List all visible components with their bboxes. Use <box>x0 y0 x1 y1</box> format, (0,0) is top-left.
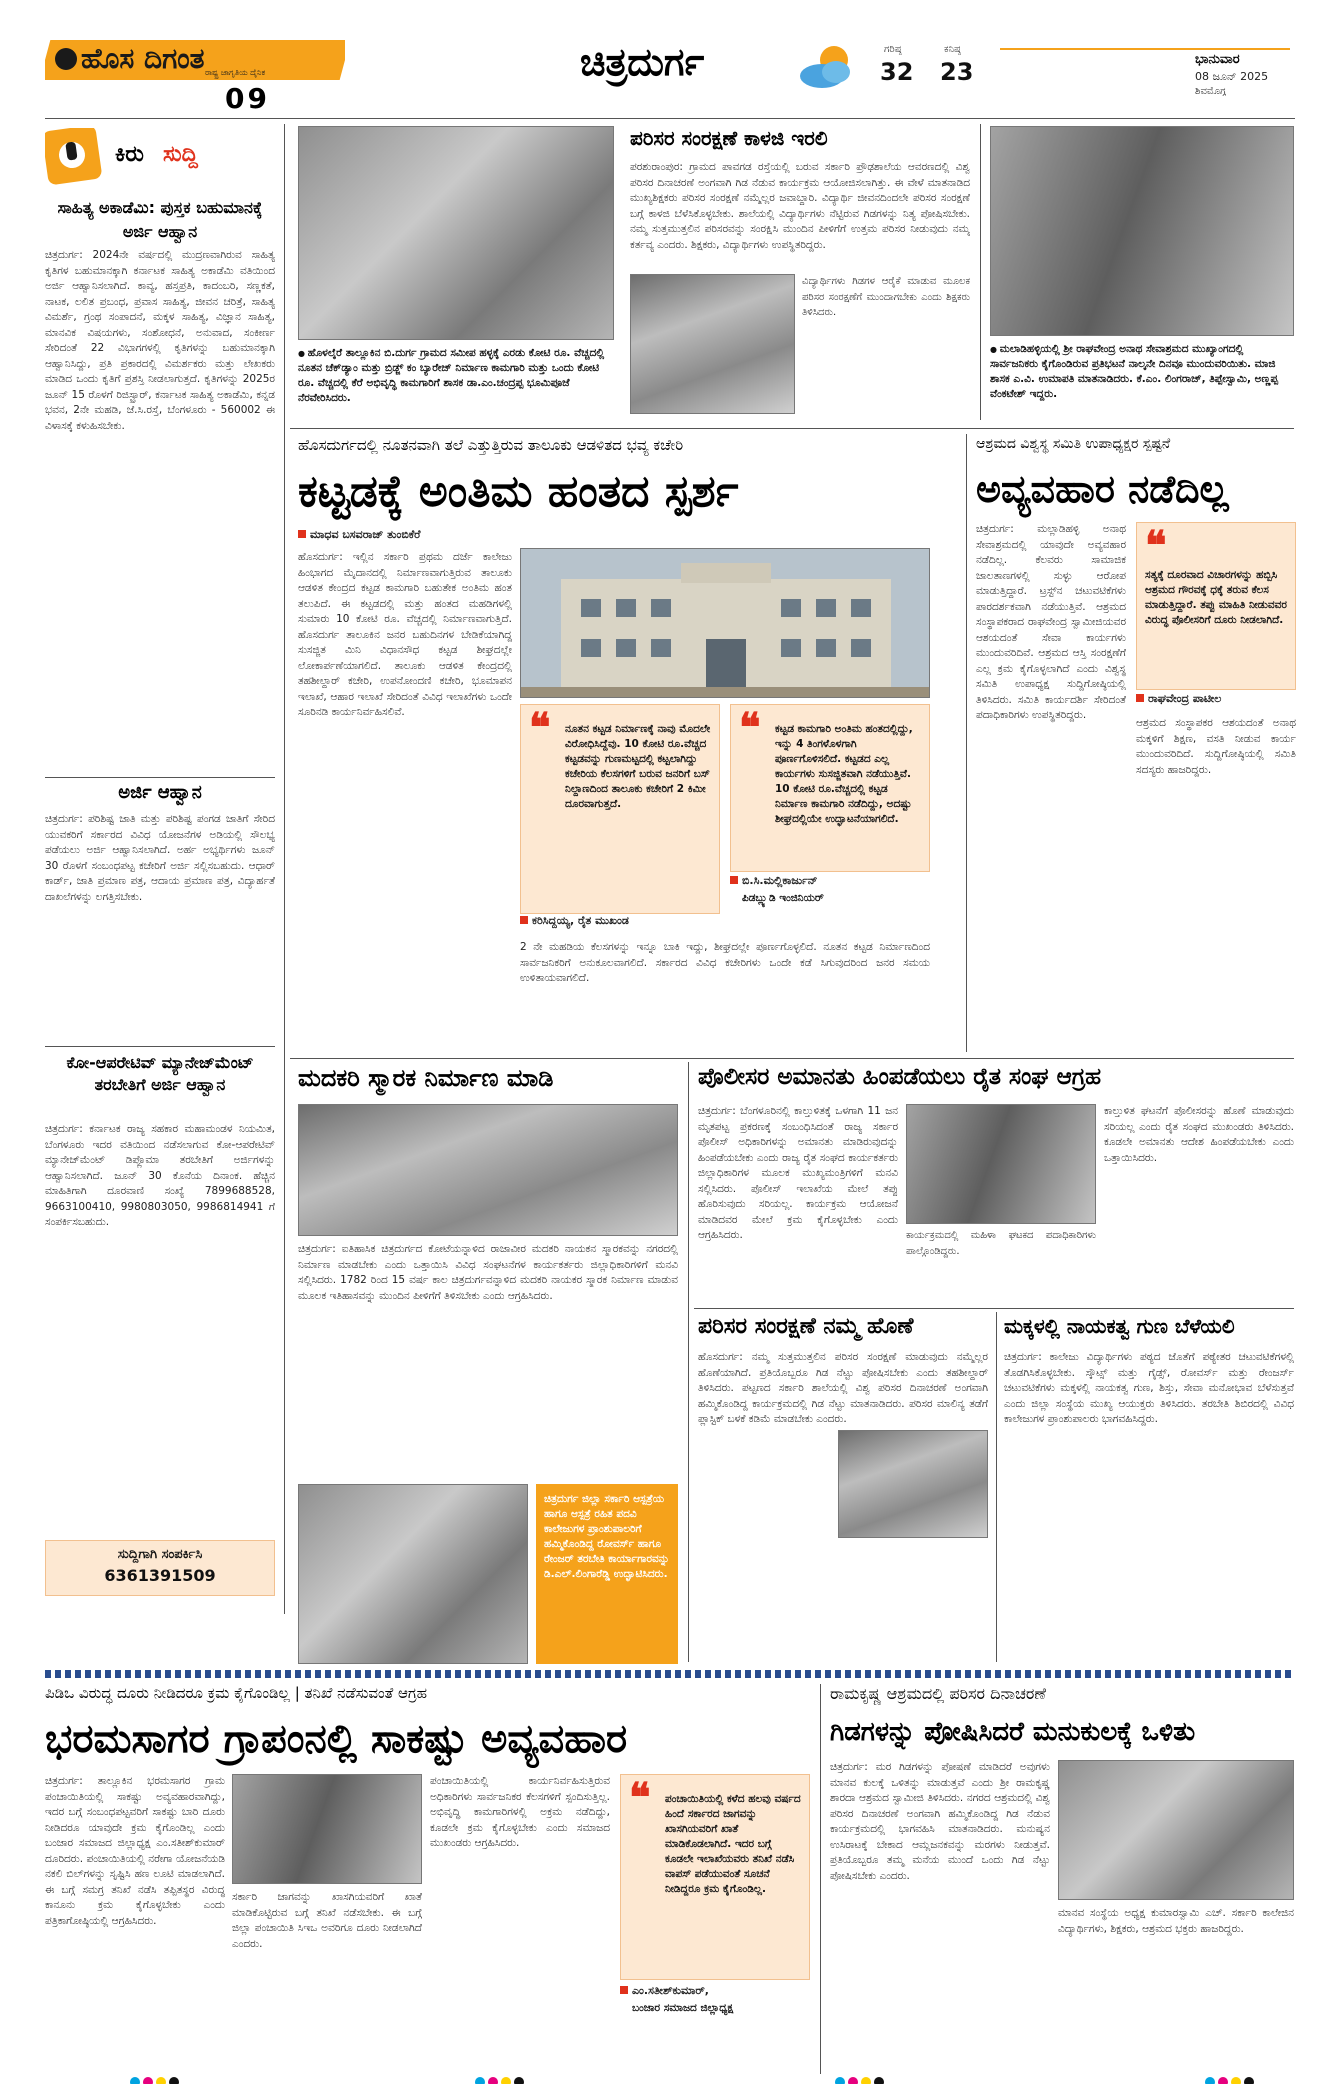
lead-byline <box>298 528 538 546</box>
lead-quote-2-role: ಪಿಡಬ್ಲ್ಯುಡಿ ಇಂಜಿನಿಯರ್ <box>742 892 824 904</box>
reg-dot-cyan <box>475 2077 485 2084</box>
lead-text-a: ಹೊಸದುರ್ಗ: ಇಲ್ಲಿನ ಸರ್ಕಾರಿ ಪ್ರಥಮ ದರ್ಜೆ ಕಾಲೇಜು ಹಿಂಭಾಗದ ಮೈದಾನದಲ್ಲಿ ನಿರ್ಮಾಣವಾಗುತ್ತಿರುವ ತಾಲೂಕು ಆಡಳಿತ ಕೇಂದ್ರದ ಕಟ್ಟಡ ಕಾಮಗಾರಿ ಬಹುತೇಕ ಅಂತಿಮ ಹಂತ ತಲುಪಿದೆ. ಈ ಕಟ್ಟಡದಲ್ಲಿ ಮತ್ತು ಹಂತದ ಮಹಡಿಗಳಲ್ಲಿ ಸುಮಾರು 10 ಕೋಟಿ ರೂ. ವೆಚ್ಚದಲ್ಲಿ ನಿರ್ಮಾಣವಾಗುತ್ತಿದೆ. ಹೊಸದುರ್ಗ ತಾಲೂಕಿನ ಜನರ ಬಹುದಿನಗಳ ಬೇಡಿಕೆಯಾಗಿದ್ದ ಸುಸಜ್ಜಿತ ಮಿನಿ ವಿಧಾನಸೌಧ ಕಟ್ಟಡ ಶೀಘ್ರದಲ್ಲೇ ಲೋಕಾರ್ಪಣೆಯಾಗಲಿದೆ. ತಾಲೂಕು ಆಡಳಿತ ಕೇಂದ್ರದಲ್ಲಿ ತಹಶೀಲ್ದಾರ್ ಕಚೇರಿ, ಉಪನೋಂದಣಿ ಕಚೇರಿ, ಭೂಮಾಪನ ಇಲಾಖೆ, ಆಹಾರ ಇಲಾಖೆ ಸೇರಿದಂತೆ ವಿವಿಧ ಇಲಾಖೆಗಳು ಒಂದೇ ಸೂರಿನಡಿ ಕಾರ್ಯನಿರ್ವಹಿಸಲಿವೆ. <box>298 551 512 718</box>
reg-dot-yellow <box>861 2077 871 2084</box>
header-divider <box>1000 48 1290 50</box>
reg-dot-yellow <box>156 2077 166 2084</box>
contact-number[interactable]: 6361391509 <box>104 1566 216 1585</box>
lead-right-rule <box>966 434 967 1052</box>
environment-photo <box>838 1430 988 1538</box>
lead-quote-1-by-text: ಕರಿಸಿದ್ದಯ್ಯ, ರೈತ ಮುಖಂಡ <box>532 914 629 927</box>
bottom-left-kicker-b: ತನಿಖೆ ನಡೆಸುವಂತೆ ಆಗ್ರಹ <box>304 1684 427 1702</box>
right-headline: ಅವ್ಯವಹಾರ ನಡೆದಿಲ್ಲ <box>976 467 1229 511</box>
quote-by-marker-icon <box>730 876 738 884</box>
protest-photo <box>990 126 1294 336</box>
byline-marker-icon <box>298 530 306 538</box>
protest-photo-caption: ● ಮಲಾಡಿಹಳ್ಳಿಯಲ್ಲಿ ಶ್ರೀ ರಾಘವೇಂದ್ರ ಅನಾಥ ಸೇವಾಶ್ರಮದ ಮುಖ್ಯಾಂಗದಲ್ಲಿ ಸಾರ್ವಜನಿಕರು ಕೈಗೊಂಡಿರುವ ಪ್ರತಿಭಟನೆ ನಾಲ್ಕನೇ ದಿನವೂ ಮುಂದುವರಿಯಿತು. ಮಾಜಿ ಶಾಸಕ ಎ.ವಿ. ಉಮಾಪತಿ ಮಾತನಾಡಿದರು. ಕೆ.ಎಂ. ಲಿಂಗರಾಜ್, ತಿಪ್ಪೇಸ್ವಾಮಿ, ಅಣ್ಣಪ್ಪ ವೆಂಕಟೇಶ್ ಇದ್ದರು. <box>990 342 1294 422</box>
reg-dot-yellow <box>1231 2077 1241 2084</box>
training-photo <box>298 1484 528 1664</box>
logo-emblem-icon <box>55 48 77 70</box>
right-text-cont: ಆಶ್ರಮದ ಸಂಸ್ಥಾಪಕರ ಆಶಯದಂತೆ ಅನಾಥ ಮಕ್ಕಳಿಗೆ ಶಿಕ್ಷಣ, ವಸತಿ ನೀಡುವ ಕಾರ್ಯ ಮುಂದುವರಿದಿದೆ. ಸುದ್ದಿಗೋಷ್ಠಿಯಲ್ಲಿ ಸಮಿತಿ ಸದಸ್ಯರು ಹಾಜರಿದ್ದರು. <box>1136 717 1296 776</box>
bottom-right-headline: ಗಿಡಗಳನ್ನು ಪೋಷಿಸಿದರೆ ಮನುಕುಲಕ್ಕೆ ಒಳಿತು <box>830 1717 1196 1747</box>
right-quote <box>1136 522 1296 690</box>
lead-quote-2-by-text: ಬಿ.ಸಿ.ಮಲ್ಲಿಕಾರ್ಜುನ್ <box>742 874 818 887</box>
lead-quote-2-by <box>730 874 930 892</box>
reg-dot-black <box>169 2077 179 2084</box>
story3-text: ಚಿತ್ರದುರ್ಗ: ಕರ್ನಾಟಕ ರಾಜ್ಯ ಸಹಕಾರ ಮಹಾಮಂಡಳ ನಿಯಮಿತ, ಬೆಂಗಳೂರು ಇದರ ವತಿಯಿಂದ ನಡೆಸಲಾಗುವ ಕೋ-ಆಪರೇಟಿವ್ ಮ್ಯಾನೇಜ್‌ಮೆಂಟ್ ಡಿಪ್ಲೊಮಾ ತರಬೇತಿಗೆ ಅರ್ಜಿಗಳನ್ನು ಆಹ್ವಾನಿಸಲಾಗಿದೆ. ಜೂನ್ 30 ಕೊನೆಯ ದಿನಾಂಕ. ಹೆಚ್ಚಿನ ಮಾಹಿತಿಗಾಗಿ ದೂರವಾಣಿ ಸಂಖ್ಯೆ 7899688528, 9663100410, 9980803050, 9986814941 ಗೆ ಸಂಪರ್ಕಿಸಬಹುದು. <box>45 1123 275 1228</box>
quote-mark-icon: ❝ <box>629 1774 651 1821</box>
story2-divider <box>45 1046 275 1047</box>
bottom-left-kicker: ಪಿಡಿಒ ವಿರುದ್ಧ ದೂರು ನೀಡಿದರೂ ಕ್ರಮ ಕೈಗೊಂಡಿಲ್ಲ | ತನಿಖೆ ನಡೆಸುವಂತೆ ಆಗ್ರಹ <box>45 1684 427 1702</box>
police-bottom-rule <box>694 1308 1294 1309</box>
bottom-left-kicker-a: ಪಿಡಿಒ ವಿರುದ್ಧ ದೂರು ನೀಡಿದರೂ ಕ್ರಮ ಕೈಗೊಂಡಿಲ್ಲ <box>45 1684 290 1702</box>
story2-title: ಅರ್ಜಿ ಆಹ್ವಾನ <box>118 782 202 803</box>
bottom-left-text-cont: ಸರ್ಕಾರಿ ಜಾಗವನ್ನು ಖಾಸಗಿಯವರಿಗೆ ಖಾತೆ ಮಾಡಿಕೊಟ್ಟಿರುವ ಬಗ್ಗೆ ತನಿಖೆ ನಡೆಸಬೇಕು. ಈ ಬಗ್ಗೆ ಜಿಲ್ಲಾ ಪಂಚಾಯಿತಿ ಸಿಇಒ ಅವರಿಗೂ ದೂರು ನೀಡಲಾಗಿದೆ ಎಂದರು. <box>232 1891 422 1950</box>
bottom-right-text: ಚಿತ್ರದುರ್ಗ: ಮರ ಗಿಡಗಳನ್ನು ಪೋಷಣೆ ಮಾಡಿದರೆ ಅವುಗಳು ಮಾನವ ಕುಲಕ್ಕೆ ಒಳಿತನ್ನು ಮಾಡುತ್ತವೆ ಎಂದು ಶ್ರೀ ರಾಮಕೃಷ್ಣ ಶಾರದಾ ಆಶ್ರಮದ ಸ್ವಾಮೀಜಿ ತಿಳಿಸಿದರು. ನಗರದ ಆಶ್ರಮದಲ್ಲಿ ವಿಶ್ವ ಪರಿಸರ ದಿನಾಚರಣೆ ಅಂಗವಾಗಿ ಹಮ್ಮಿಕೊಂಡಿದ್ದ ಗಿಡ ನೆಡುವ ಕಾರ್ಯಕ್ರಮದಲ್ಲಿ ಭಾಗವಹಿಸಿ ಮಾತನಾಡಿದರು. ಮನುಷ್ಯನ ಉಸಿರಾಟಕ್ಕೆ ಬೇಕಾದ ಆಮ್ಲಜನಕವನ್ನು ಮರಗಳು ನೀಡುತ್ತವೆ. ಪ್ರತಿಯೊಬ್ಬರೂ ತಮ್ಮ ಮನೆಯ ಮುಂದೆ ಒಂದು ಗಿಡ ನೆಟ್ಟು ಪೋಷಿಸಬೇಕು ಎಂದರು. <box>830 1761 1050 1882</box>
memorial-text: ಚಿತ್ರದುರ್ಗ: ಐತಿಹಾಸಿಕ ಚಿತ್ರದುರ್ಗದ ಕೋಟೆಯನ್ನಾಳಿದ ರಾಜಾವೀರ ಮದಕರಿ ನಾಯಕನ ಸ್ಮಾರಕವನ್ನು ನಗರದಲ್ಲಿ ನಿರ್ಮಾಣ ಮಾಡಬೇಕು ಎಂದು ಒತ್ತಾಯಿಸಿ ವಿವಿಧ ಸಂಘಟನೆಗಳ ಕಾರ್ಯಕರ್ತರು ಜಿಲ್ಲಾಧಿಕಾರಿಗಳಿಗೆ ಮನವಿ ಸಲ್ಲಿಸಿದರು. 1782 ರಿಂದ 15 ವರ್ಷ ಕಾಲ ಚಿತ್ರದುರ್ಗವನ್ನಾಳಿದ ಮದಕರಿ ನಾಯಕರ ಸ್ಮಾರಕ ನಿರ್ಮಾಣ ಮಾಡುವ ಮೂಲಕ ಇತಿಹಾಸವನ್ನು ಮುಂದಿನ ಪೀಳಿಗೆಗೆ ತಿಳಿಸಬೇಕು ಎಂದು ಆಗ್ರಹಿಸಿದರು. <box>298 1243 678 1302</box>
kirusuddi-label-b: ಸುದ್ದಿ <box>163 142 198 167</box>
day: ಭಾನುವಾರ <box>1195 52 1240 67</box>
reg-dot-magenta <box>848 2077 858 2084</box>
lead-kicker: ಹೊಸದುರ್ಗದಲ್ಲಿ ನೂತನವಾಗಿ ತಲೆ ಎತ್ತುತ್ತಿರುವ ತಾಲೂಕು ಆಡಳಿತದ ಭವ್ಯ ಕಚೇರಿ <box>298 436 684 454</box>
registration-marks-4 <box>1205 2072 1285 2084</box>
bottom-left-text: ಚಿತ್ರದುರ್ಗ: ತಾಲ್ಲೂಕಿನ ಭರಮಸಾಗರ ಗ್ರಾಮ ಪಂಚಾಯಿತಿಯಲ್ಲಿ ಸಾಕಷ್ಟು ಅವ್ಯವಹಾರವಾಗಿದ್ದು, ಇದರ ಬಗ್ಗೆ ಸಂಬಂಧಪಟ್ಟವರಿಗೆ ಸಾಕಷ್ಟು ಬಾರಿ ದೂರು ನೀಡಿದರೂ ಯಾವುದೇ ಕ್ರಮ ಕೈಗೊಂಡಿಲ್ಲ ಎಂದು ಬಂಜಾರ ಸಮಾಜದ ಜಿಲ್ಲಾಧ್ಯಕ್ಷ ಎಂ.ಸತೀಶ್‌ಕುಮಾರ್ ದೂರಿದರು. ಪಂಚಾಯಿತಿಯಲ್ಲಿ ನರೇಗಾ ಯೋಜನೆಯಡಿ ನಕಲಿ ಬಿಲ್‌ಗಳನ್ನು ಸೃಷ್ಟಿಸಿ ಹಣ ಲೂಟಿ ಮಾಡಲಾಗಿದೆ. ಈ ಬಗ್ಗೆ ಸಮಗ್ರ ತನಿಖೆ ನಡೆಸಿ ತಪ್ಪಿತಸ್ಥರ ವಿರುದ್ಧ ಕಾನೂನು ಕ್ರಮ ಕೈಗೊಳ್ಳಬೇಕು ಎಂದು ಪತ್ರಿಕಾಗೋಷ್ಠಿಯಲ್ಲಿ ಆಗ್ರಹಿಸಿದರು. <box>45 1775 225 1927</box>
ashram-photo <box>1058 1760 1294 1900</box>
temp-max: 32 <box>880 58 914 86</box>
lead-quote-1 <box>520 704 720 914</box>
bottom-right-kicker: ರಾಮಕೃಷ್ಣ ಆಶ್ರಮದಲ್ಲಿ ಪರಿಸರ ದಿನಾಚರಣೆ <box>830 1684 1047 1703</box>
environment-right-rule <box>996 1312 997 1662</box>
lead-quote-1-text: ನೂತನ ಕಟ್ಟಡ ನಿರ್ಮಾಣಕ್ಕೆ ನಾವು ಮೊದಲೇ ವಿರೋಧಿಸಿದ್ದೆವು. 10 ಕೋಟಿ ರೂ.ವೆಚ್ಚದ ಕಟ್ಟಡವನ್ನು ಗುಣಮಟ್ಟದಲ್ಲಿ ಕಟ್ಟಲಾಗಿದ್ದು ಕಚೇರಿಯ ಕೆಲಸಗಳಿಗೆ ಬರುವ ಜನರಿಗೆ ಬಸ್ ನಿಲ್ದಾಣದಿಂದ ತಾಲೂಕು ಕಚೇರಿಗೆ 2 ಕಿಮೀ ದೂರವಾಗುತ್ತದೆ. <box>565 723 711 810</box>
reg-dot-cyan <box>835 2077 845 2084</box>
lead-quote-2 <box>730 704 930 872</box>
weather-cloud-icon <box>796 42 856 92</box>
bottom-left-quote-by-text: ಎಂ.ಸತೀಶ್‌ಕುಮಾರ್, <box>632 1984 709 1997</box>
reg-dot-black <box>874 2077 884 2084</box>
left-column-rule <box>284 124 285 1614</box>
story1-title: ಸಾಹಿತ್ಯ ಅಕಾಡೆಮಿ: ಪುಸ್ತಕ ಬಹುಮಾನಕ್ಕೆ ಅರ್ಜಿ ಆಹ್ವಾನ <box>57 198 263 241</box>
top-row-bottom-rule <box>290 428 1294 429</box>
police-text: ಚಿತ್ರದುರ್ಗ: ಬೆಂಗಳೂರಿನಲ್ಲಿ ಕಾಲ್ತುಳಿತಕ್ಕೆ ಒಳಗಾಗಿ 11 ಜನ ಮೃತಪಟ್ಟ ಪ್ರಕರಣಕ್ಕೆ ಸಂಬಂಧಿಸಿದಂತೆ ರಾಜ್ಯ ಸರ್ಕಾರ ಪೊಲೀಸ್ ಅಧಿಕಾರಿಗಳನ್ನು ಅಮಾನತು ಮಾಡಿರುವುದನ್ನು ಹಿಂಪಡೆಯಬೇಕು ಎಂದು ರಾಜ್ಯ ರೈತ ಸಂಘದ ಕಾರ್ಯಕರ್ತರು ಜಿಲ್ಲಾಧಿಕಾರಿಗಳ ಮೂಲಕ ಮುಖ್ಯಮಂತ್ರಿಗಳಿಗೆ ಮನವಿ ಸಲ್ಲಿಸಿದರು. ಪೊಲೀಸ್ ಇಲಾಖೆಯ ಮೇಲೆ ತಪ್ಪು ಹೊರಿಸುವುದು ಸರಿಯಲ್ಲ. ಕಾರ್ಯಕ್ರಮ ಆಯೋಜನೆ ಮಾಡಿದವರ ಮೇಲೆ ಕ್ರಮ ಕೈಗೊಳ್ಳಬೇಕು ಎಂದು ಆಗ್ರಹಿಸಿದರು. <box>698 1105 898 1241</box>
quote-mark-icon: ❝ <box>739 704 761 751</box>
masthead-tagline: ರಾಷ್ಟ್ರ ಜಾಗೃತಿಯ ದೈನಿಕ <box>205 68 266 77</box>
temp-max-label: ಗರಿಷ್ಠ <box>884 44 902 55</box>
story3-title: ಕೋ-ಆಪರೇಟಿವ್ ಮ್ಯಾನೇಜ್‌ಮೆಂಟ್ ತರಬೇತಿಗೆ ಅರ್ಜಿ ಆಹ್ವಾನ <box>66 1053 254 1094</box>
memorial-headline: ಮದಕರಿ ಸ್ಮಾರಕ ನಿರ್ಮಾಣ ಮಾಡಿ <box>298 1064 554 1092</box>
quote-by-marker-icon <box>1136 694 1144 702</box>
police-headline: ಪೊಲೀಸರ ಅಮಾನತು ಹಿಂಪಡೆಯಲು ರೈತ ಸಂಘ ಆಗ್ರಹ <box>698 1064 1102 1090</box>
bottom-banner-stripe <box>45 1670 1295 1678</box>
contact-label: ಸುದ್ದಿಗಾಗಿ ಸಂಪರ್ಕಿಸಿ <box>117 1547 203 1562</box>
reg-dot-black <box>1244 2077 1254 2084</box>
checkdam-photo <box>298 126 614 340</box>
leadership-text: ಚಿತ್ರದುರ್ಗ: ಕಾಲೇಜು ವಿದ್ಯಾರ್ಥಿಗಳು ಪಠ್ಯದ ಜೊತೆಗೆ ಪಠ್ಯೇತರ ಚಟುವಟಿಕೆಗಳಲ್ಲಿ ತೊಡಗಿಸಿಕೊಳ್ಳಬೇಕು. ಸ್ಕೌಟ್ಸ್ ಮತ್ತು ಗೈಡ್ಸ್, ರೋವರ್ಸ್ ಮತ್ತು ರೇಂಜರ್ಸ್ ಚಟುವಟಿಕೆಗಳು ಮಕ್ಕಳಲ್ಲಿ ನಾಯಕತ್ವ ಗುಣ, ಶಿಸ್ತು, ಸೇವಾ ಮನೋಭಾವ ಬೆಳೆಸುತ್ತವೆ ಎಂದು ಜಿಲ್ಲಾ ಸಂಸ್ಥೆಯ ಮುಖ್ಯ ಆಯುಕ್ತರು ತಿಳಿಸಿದರು. ತರಬೇತಿ ಶಿಬಿರದಲ್ಲಿ ವಿವಿಧ ಕಾಲೇಜುಗಳ ಪ್ರಾಂಶುಪಾಲರು ಭಾಗವಹಿಸಿದ್ದರು. <box>1004 1351 1294 1425</box>
bottom-left-quote-text: ಪಂಚಾಯಿತಿಯಲ್ಲಿ ಕಳೆದ ಹಲವು ವರ್ಷದ ಹಿಂದೆ ಸರ್ಕಾರದ ಜಾಗವನ್ನು ಖಾಸಗಿಯವರಿಗೆ ಖಾತೆ ಮಾಡಿಕೊಡಲಾಗಿದೆ. ಇದರ ಬಗ್ಗೆ ಕೂಡಲೇ ಇಲಾಖೆಯವರು ತನಿಖೆ ನಡೆಸಿ ವಾಪಸ್ ಪಡೆಯುವಂತೆ ಸೂಚನೆ ನೀಡಿದ್ದರೂ ಕ್ರಮ ಕೈಗೊಂಡಿಲ್ಲ. <box>665 1793 801 1895</box>
reg-dot-cyan <box>1205 2077 1215 2084</box>
bottom-left-quote-role: ಬಂಜಾರ ಸಮಾಜದ ಜಿಲ್ಲಾಧ್ಯಕ್ಷ <box>632 2002 734 2014</box>
environment-text: ಹೊಸದುರ್ಗ: ನಮ್ಮ ಸುತ್ತಮುತ್ತಲಿನ ಪರಿಸರ ಸಂರಕ್ಷಣೆ ಮಾಡುವುದು ನಮ್ಮೆಲ್ಲರ ಹೊಣೆಯಾಗಿದೆ. ಪ್ರತಿಯೊಬ್ಬರೂ ಗಿಡ ನೆಟ್ಟು ಪೋಷಿಸಬೇಕು ಎಂದು ತಹಶೀಲ್ದಾರ್ ತಿಳಿಸಿದರು. ಪಟ್ಟಣದ ಸರ್ಕಾರಿ ಶಾಲೆಯಲ್ಲಿ ವಿಶ್ವ ಪರಿಸರ ದಿನಾಚರಣೆ ಅಂಗವಾಗಿ ಹಮ್ಮಿಕೊಂಡಿದ್ದ ಕಾರ್ಯಕ್ರಮದಲ್ಲಿ ಗಿಡ ನೆಟ್ಟು ಮಾತನಾಡಿದರು. ಪರಿಸರ ಮಾಲಿನ್ಯ ತಡೆಗೆ ಪ್ಲಾಸ್ಟಿಕ್ ಬಳಕೆ ಕಡಿಮೆ ಮಾಡಬೇಕು ಎಂದರು. <box>698 1351 988 1425</box>
lead-byline-text: ಮಾಧವ ಬಸವರಾಜ್ ತುಂಬಿಕೆರೆ <box>310 528 421 541</box>
right-kicker: ಆಶ್ರಮದ ವಿಶ್ವಸ್ಥ ಸಮಿತಿ ಉಪಾಧ್ಯಕ್ಷರ ಸ್ಪಷ್ಟನೆ <box>976 436 1171 452</box>
training-photo-caption: ಚಿತ್ರದುರ್ಗ ಜಿಲ್ಲಾ ಸರ್ಕಾರಿ ಆಸ್ಪತ್ರೆಯ ಹಾಗೂ ಆಸ್ಪತ್ರೆ ರಹಿತ ಪದವಿ ಕಾಲೇಜುಗಳ ಪ್ರಾಂಶುಪಾಲರಿಗೆ ಹಮ್ಮಿಕೊಂಡಿದ್ದ ರೋವರ್ಸ್ ಹಾಗೂ ರೇಂಜರ್ ತರಬೇತಿ ಕಾರ್ಯಾಗಾರವನ್ನು ಡಿ.ಎಲ್.ಲಿಂಗಾರೆಡ್ಡಿ ಉದ್ಘಾಟಿಸಿದರು. <box>536 1484 678 1664</box>
quote-mark-icon: ❝ <box>529 704 551 751</box>
contact-box <box>45 1540 275 1596</box>
leadership-headline: ಮಕ್ಕಳಲ್ಲಿ ನಾಯಕತ್ವ ಗುಣ ಬೆಳೆಯಲಿ <box>1004 1314 1235 1338</box>
reg-dot-magenta <box>488 2077 498 2084</box>
lead-text-b: 2 ನೇ ಮಹಡಿಯ ಕೆಲಸಗಳನ್ನು ಇನ್ನೂ ಬಾಕಿ ಇದ್ದು, ಶೀಘ್ರದಲ್ಲೇ ಪೂರ್ಣಗೊಳ್ಳಲಿದೆ. ನೂತನ ಕಟ್ಟಡ ನಿರ್ಮಾಣದಿಂದ ಸಾರ್ವಜನಿಕರಿಗೆ ಅನುಕೂಲವಾಗಲಿದೆ. ಸರ್ಕಾರದ ವಿವಿಧ ಕಚೇರಿಗಳು ಒಂದೇ ಕಡೆ ಸಿಗುವುದರಿಂದ ಜನರ ಸಮಯ ಉಳಿತಾಯವಾಗಲಿದೆ. <box>520 941 930 984</box>
checkdam-photo-caption: ● ಹೊಳಲ್ಕೆರೆ ತಾಲ್ಲೂಕಿನ ಬಿ.ದುರ್ಗ ಗ್ರಾಮದ ಸಮೀಪ ಹಳ್ಳಕ್ಕೆ ಎರಡು ಕೋಟಿ ರೂ. ವೆಚ್ಚದಲ್ಲಿ ನೂತನ ಚೆಕ್‌ಡ್ಯಾಂ ಮತ್ತು ಬ್ರಿಡ್ಜ್ ಕಂ ಬ್ಯಾರೇಜ್ ನಿರ್ಮಾಣ ಕಾಮಗಾರಿ ಮತ್ತು ಒಂದು ಕೋಟಿ ರೂ. ವೆಚ್ಚದಲ್ಲಿ ಕೆರೆ ಅಭಿವೃದ್ಧಿ ಕಾಮಗಾರಿಗೆ ಶಾಸಕ ಡಾ.ಎಂ.ಚಂದ್ರಪ್ಪ ಭೂಮಿಪೂಜೆ ನೆರವೇರಿಸಿದರು. <box>298 346 614 422</box>
students-photo <box>630 274 795 414</box>
story1-text: ಚಿತ್ರದುರ್ಗ: 2024ನೇ ವರ್ಷದಲ್ಲಿ ಮುದ್ರಣವಾಗಿರುವ ಸಾಹಿತ್ಯ ಕೃತಿಗಳ ಬಹುಮಾನಕ್ಕಾಗಿ ಕರ್ನಾಟಕ ಸಾಹಿತ್ಯ ಅಕಾಡೆಮಿ ವತಿಯಿಂದ ಅರ್ಜಿ ಆಹ್ವಾನಿಸಲಾಗಿದೆ. ಕಾವ್ಯ, ಹಸ್ತಪ್ರತಿ, ಕಾದಂಬರಿ, ಸಣ್ಣಕತೆ, ನಾಟಕ, ಲಲಿತ ಪ್ರಬಂಧ, ಪ್ರವಾಸ ಸಾಹಿತ್ಯ, ಜೀವನ ಚರಿತ್ರೆ, ಸಾಹಿತ್ಯ ವಿಮರ್ಶೆ, ಗ್ರಂಥ ಸಂಪಾದನೆ, ಮಕ್ಕಳ ಸಾಹಿತ್ಯ, ವಿಜ್ಞಾನ ಸಾಹಿತ್ಯ, ಮಾನವಿಕ ವಿಷಯಗಳು, ಸಂಶೋಧನೆ, ಅನುವಾದ, ಸಂಕೀರ್ಣ ಸೇರಿದಂತೆ 22 ವಿಭಾಗಗಳಲ್ಲಿ ಕೃತಿಗಳನ್ನು ಬಹುಮಾನಕ್ಕಾಗಿ ಆಹ್ವಾನಿಸಿದ್ದು, ಪ್ರತಿ ಪ್ರಕಾರದಲ್ಲಿ ವಿಮರ್ಶಕರು ಮತ್ತು ಲೇಖಕರು ಮಾಡಿದ ಒಂದು ಕೃತಿಗೆ ಪ್ರಶಸ್ತಿ ನೀಡಲಾಗುತ್ತದೆ. ಕೃತಿಗಳನ್ನು 2025ರ ಜೂನ್ 15 ರೊಳಗೆ ರಿಜಿಸ್ಟ್ರಾರ್, ಕರ್ನಾಟಕ ಸಾಹಿತ್ಯ ಅಕಾಡೆಮಿ, ಕನ್ನಡ ಭವನ, 2ನೇ ಮಹಡಿ, ಜೆ.ಸಿ.ರಸ್ತೆ, ಬೆಂಗಳೂರು - 560002 ಈ ವಿಳಾಸಕ್ಕೆ ಕಳುಹಿಸಬೇಕು. <box>45 249 275 432</box>
middle-rule <box>290 1058 1294 1059</box>
quote-by-marker-icon <box>620 1986 628 1994</box>
temp-min-label: ಕನಿಷ್ಠ <box>944 44 961 55</box>
police-text-cont: ಕಾಲ್ತುಳಿತ ಘಟನೆಗೆ ಪೊಲೀಸರನ್ನು ಹೊಣೆ ಮಾಡುವುದು ಸರಿಯಲ್ಲ ಎಂದು ರೈತ ಸಂಘದ ಮುಖಂಡರು ತಿಳಿಸಿದರು. ಕೂಡಲೇ ಅಮಾನತು ಆದೇಶ ಹಿಂಪಡೆಯಬೇಕು ಎಂದು ಒತ್ತಾಯಿಸಿದರು. <box>1104 1105 1294 1164</box>
header-rule <box>45 118 1295 119</box>
page-number: 09 <box>225 82 270 115</box>
environment-care-text-cont: ವಿದ್ಯಾರ್ಥಿಗಳು ಗಿಡಗಳ ಆರೈಕೆ ಮಾಡುವ ಮೂಲಕ ಪರಿಸರ ಸಂರಕ್ಷಣೆಗೆ ಮುಂದಾಗಬೇಕು ಎಂದು ಶಿಕ್ಷಕರು ತಿಳಿಸಿದರು. <box>802 276 970 318</box>
quote-mark-icon: ❝ <box>1145 522 1167 569</box>
registration-marks-2 <box>475 2072 555 2084</box>
right-quote-by <box>1136 692 1296 710</box>
masthead-logo[interactable]: ಹೊಸ ದಿಗಂತ <box>81 42 205 75</box>
city-name: ಚಿತ್ರದುರ್ಗ <box>580 40 705 84</box>
police-photo <box>906 1104 1096 1224</box>
edition: ಶಿವಮೊಗ್ಗ <box>1195 86 1227 97</box>
reg-dot-yellow <box>501 2077 511 2084</box>
bottom-left-quote-by <box>620 1984 810 2002</box>
quote-by-marker-icon <box>520 916 528 924</box>
bottom-divider-rule <box>820 1684 821 2074</box>
kirusuddi-label-a: ಕಿರು <box>115 142 144 167</box>
lead-quote-2-text: ಕಟ್ಟಡ ಕಾಮಗಾರಿ ಅಂತಿಮ ಹಂತದಲ್ಲಿದ್ದು, ಇನ್ನು 4 ತಿಂಗಳೊಳಗಾಗಿ ಪೂರ್ಣಗೊಳಿಸಲಿದೆ. ಕಟ್ಟಡದ ಎಲ್ಲ ಕಾರ್ಯಗಳು ಸುಸಜ್ಜಿತವಾಗಿ ನಡೆಯುತ್ತಿವೆ. 10 ಕೋಟಿ ರೂ.ವೆಚ್ಚದಲ್ಲಿ ಕಟ್ಟಡ ನಿರ್ಮಾಣ ಕಾಮಗಾರಿ ನಡೆದಿದ್ದು, ಅದಷ್ಟು ಶೀಘ್ರದಲ್ಲಿಯೇ ಉದ್ಘಾಟನೆಯಾಗಲಿದೆ. <box>775 723 913 825</box>
memorial-photo <box>298 1104 678 1236</box>
right-quote-text: ಸತ್ಯಕ್ಕೆ ದೂರವಾದ ವಿಚಾರಗಳನ್ನು ಹಬ್ಬಿಸಿ ಆಶ್ರಮದ ಗೌರವಕ್ಕೆ ಧಕ್ಕೆ ತರುವ ಕೆಲಸ ಮಾಡುತ್ತಿದ್ದಾರೆ. ತಪ್ಪು ಮಾಹಿತಿ ನೀಡುವವರ ವಿರುದ್ಧ ಪೊಲೀಸರಿಗೆ ದೂರು ನೀಡಲಾಗಿದೆ. <box>1145 569 1287 626</box>
story1-divider <box>45 777 275 778</box>
temp-min: 23 <box>940 58 974 86</box>
story2-text: ಚಿತ್ರದುರ್ಗ: ಪರಿಶಿಷ್ಟ ಜಾತಿ ಮತ್ತು ಪರಿಶಿಷ್ಟ ಪಂಗಡ ಜಾತಿಗೆ ಸೇರಿದ ಯುವಕರಿಗೆ ಸರ್ಕಾರದ ವಿವಿಧ ಯೋಜನೆಗಳ ಅಡಿಯಲ್ಲಿ ಸೌಲಭ್ಯ ಪಡೆಯಲು ಅರ್ಜಿ ಆಹ್ವಾನಿಸಲಾಗಿದೆ. ಅರ್ಹ ಅಭ್ಯರ್ಥಿಗಳು ಜೂನ್ 30 ರೊಳಗೆ ಸಂಬಂಧಪಟ್ಟ ಕಚೇರಿಗೆ ಅರ್ಜಿ ಸಲ್ಲಿಸಬಹುದು. ಆಧಾರ್ ಕಾರ್ಡ್, ಜಾತಿ ಪ್ರಮಾಣ ಪತ್ರ, ಆದಾಯ ಪ್ರಮಾಣ ಪತ್ರ, ವಿದ್ಯಾರ್ಹತೆ ದಾಖಲೆಗಳನ್ನು ಲಗತ್ತಿಸಬೇಕು. <box>45 813 275 903</box>
kirusuddi-hand-icon <box>45 128 102 185</box>
environment-headline: ಪರಿಸರ ಸಂರಕ್ಷಣೆ ನಮ್ಮ ಹೊಣೆ <box>698 1314 914 1339</box>
masthead <box>45 40 345 118</box>
reg-dot-cyan <box>130 2077 140 2084</box>
reg-dot-magenta <box>1218 2077 1228 2084</box>
lead-quote-1-by <box>520 914 720 932</box>
registration-marks-1 <box>130 2072 210 2084</box>
bottom-left-text-cont2: ಪಂಚಾಯಿತಿಯಲ್ಲಿ ಕಾರ್ಯನಿರ್ವಹಿಸುತ್ತಿರುವ ಅಧಿಕಾರಿಗಳು ಸಾರ್ವಜನಿಕರ ಕೆಲಸಗಳಿಗೆ ಸ್ಪಂದಿಸುತ್ತಿಲ್ಲ. ಅಭಿವೃದ್ಧಿ ಕಾಮಗಾರಿಗಳಲ್ಲಿ ಅಕ್ರಮ ನಡೆದಿದ್ದು, ಕೂಡಲೇ ಕ್ರಮ ಕೈಗೊಳ್ಳಬೇಕು ಎಂದು ಸಮಾಜದ ಮುಖಂಡರು ಆಗ್ರಹಿಸಿದರು. <box>430 1775 610 1849</box>
top-row-rule-2 <box>980 124 981 420</box>
police-photo-caption: ಕಾರ್ಯಕ್ರಮದಲ್ಲಿ ಮಹಿಳಾ ಘಟಕದ ಪದಾಧಿಕಾರಿಗಳು ಪಾಲ್ಗೊಂಡಿದ್ದರು. <box>906 1230 1096 1257</box>
memorial-right-rule <box>688 1062 689 1662</box>
kirusuddi-box <box>45 128 275 188</box>
registration-marks-3 <box>835 2072 915 2084</box>
press-meet-photo <box>232 1774 422 1884</box>
right-text: ಚಿತ್ರದುರ್ಗ: ಮಲ್ಲಾಡಿಹಳ್ಳಿ ಅನಾಥ ಸೇವಾಶ್ರಮದಲ್ಲಿ ಯಾವುದೇ ಅವ್ಯವಹಾರ ನಡೆದಿಲ್ಲ. ಕೆಲವರು ಸಾಮಾಜಿಕ ಜಾಲತಾಣಗಳಲ್ಲಿ ಸುಳ್ಳು ಆರೋಪ ಮಾಡುತ್ತಿದ್ದಾರೆ. ಟ್ರಸ್ಟ್‌ನ ಚಟುವಟಿಕೆಗಳು ಪಾರದರ್ಶಕವಾಗಿ ನಡೆಯುತ್ತಿವೆ. ಆಶ್ರಮದ ಸಂಸ್ಥಾಪಕರಾದ ರಾಘವೇಂದ್ರ ಸ್ವಾಮೀಜಿಯವರ ಆಶಯದಂತೆ ಸೇವಾ ಕಾರ್ಯಗಳು ಮುಂದುವರಿದಿವೆ. ಆಶ್ರಮದ ಆಸ್ತಿ ಸಂರಕ್ಷಣೆಗೆ ಎಲ್ಲ ಕ್ರಮ ಕೈಗೊಳ್ಳಲಾಗಿದೆ ಎಂದು ವಿಶ್ವಸ್ಥ ಸಮಿತಿ ಉಪಾಧ್ಯಕ್ಷ ಸುದ್ದಿಗೋಷ್ಠಿಯಲ್ಲಿ ತಿಳಿಸಿದರು. ಸಮಿತಿ ಕಾರ್ಯದರ್ಶಿ ಸೇರಿದಂತೆ ಪದಾಧಿಕಾರಿಗಳು ಉಪಸ್ಥಿತರಿದ್ದರು. <box>976 523 1126 721</box>
environment-care-text: ಪರಶುರಾಂಪುರ: ಗ್ರಾಮದ ಪಾವಗಡ ರಸ್ತೆಯಲ್ಲಿ ಬರುವ ಸರ್ಕಾರಿ ಪ್ರೌಢಶಾಲೆಯ ಆವರಣದಲ್ಲಿ ವಿಶ್ವ ಪರಿಸರ ದಿನಾಚರಣೆ ಅಂಗವಾಗಿ ಗಿಡ ನೆಡುವ ಕಾರ್ಯಕ್ರಮ ಆಯೋಜಿಸಲಾಗಿತ್ತು. ಈ ವೇಳೆ ಮಾತನಾಡಿದ ಮುಖ್ಯಶಿಕ್ಷಕರು ಪರಿಸರ ಸಂರಕ್ಷಣೆ ನಮ್ಮೆಲ್ಲರ ಜವಾಬ್ದಾರಿ. ವಿದ್ಯಾರ್ಥಿ ಜೀವನದಿಂದಲೇ ಪರಿಸರ ಸಂರಕ್ಷಣೆ ಬಗ್ಗೆ ಕಾಳಜಿ ಬೆಳೆಸಿಕೊಳ್ಳಬೇಕು. ಶಾಲೆಯಲ್ಲಿ ವಿದ್ಯಾರ್ಥಿಗಳು ನೆಟ್ಟಿರುವ ಗಿಡಗಳನ್ನು ನಿತ್ಯ ಪೋಷಿಸಬೇಕು. ನಮ್ಮ ಸುತ್ತಮುತ್ತಲಿನ ಪರಿಸರವನ್ನು ಸಂರಕ್ಷಿಸಿ ಮುಂದಿನ ಪೀಳಿಗೆಗೆ ಉತ್ತಮ ಪರಿಸರ ನೀಡುವುದು ನಮ್ಮ ಕರ್ತವ್ಯ ಎಂದರು. ಶಿಕ್ಷಕರು, ವಿದ್ಯಾರ್ಥಿಗಳು ಉಪಸ್ಥಿತರಿದ್ದರು. <box>630 161 970 251</box>
building-photo <box>520 548 930 698</box>
environment-care-title: ಪರಿಸರ ಸಂರಕ್ಷಣೆ ಕಾಳಜಿ ಇರಲಿ <box>630 126 828 150</box>
reg-dot-black <box>514 2077 524 2084</box>
lead-headline: ಕಟ್ಟಡಕ್ಕೆ ಅಂತಿಮ ಹಂತದ ಸ್ಪರ್ಶ <box>298 466 739 517</box>
building-illustration <box>521 549 930 698</box>
bottom-left-quote <box>620 1774 810 1980</box>
bottom-left-headline: ಭರಮಸಾಗರ ಗ್ರಾಪಂನಲ್ಲಿ ಸಾಕಷ್ಟು ಅವ್ಯವಹಾರ <box>45 1716 628 1762</box>
date: 08 ಜೂನ್ 2025 <box>1195 70 1269 83</box>
reg-dot-magenta <box>143 2077 153 2084</box>
right-quote-by-text: ರಾಘವೇಂದ್ರ ಪಾಟೀಲ <box>1148 692 1222 705</box>
bottom-right-photo-caption: ಮಾನವ ಸಂಸ್ಥೆಯ ಅಧ್ಯಕ್ಷ ಕುಮಾರಸ್ವಾಮಿ ಎಚ್. ಸರ್ಕಾರಿ ಕಾಲೇಜಿನ ವಿದ್ಯಾರ್ಥಿಗಳು, ಶಿಕ್ಷಕರು, ಆಶ್ರಮದ ಭಕ್ತರು ಹಾಜರಿದ್ದರು. <box>1058 1907 1294 1935</box>
